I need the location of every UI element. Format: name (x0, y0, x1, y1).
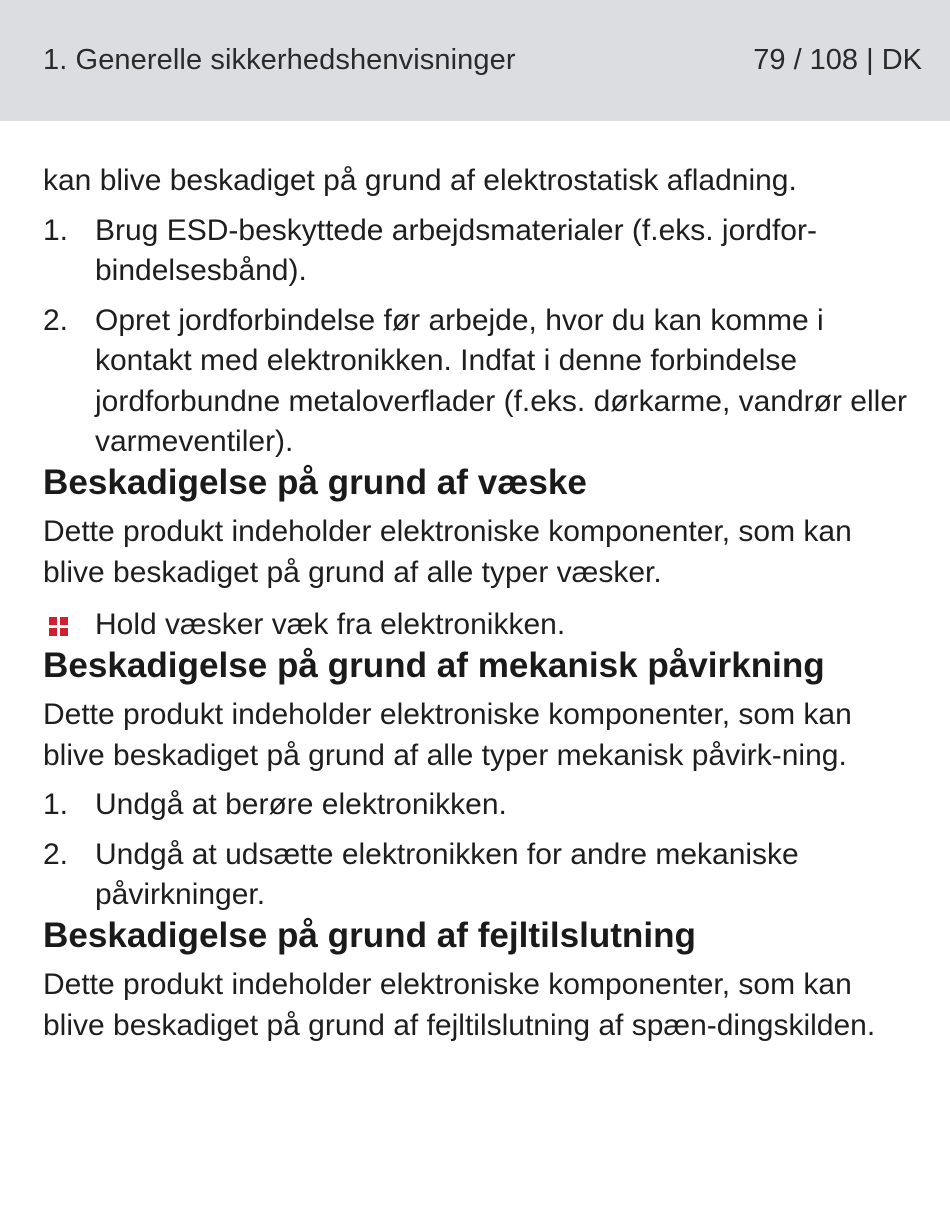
list-item (43, 301, 920, 463)
list-text: Undgå at berøre elektronikken. (95, 788, 507, 821)
section-heading-mechanical: Beskadigelse på grund af mekanisk påvirkning (43, 645, 825, 685)
bullet-text: Hold væsker væk fra elektronikken. (95, 608, 566, 641)
bullet-item (43, 605, 920, 646)
list-number: 2. (43, 837, 69, 871)
list-item (43, 211, 920, 292)
page-number: 79 / 108 | DK (753, 44, 922, 76)
chapter-title: 1. Generelle sikkerhedshenvisninger (43, 44, 516, 76)
list-number: 1. (43, 213, 69, 247)
list-item (43, 785, 920, 826)
red-four-squares-icon (49, 617, 69, 637)
section-heading-liquid: Beskadigelse på grund af væske (43, 462, 587, 502)
document-body (0, 121, 950, 1046)
list-text: Brug ESD-beskyttede arbejdsmaterialer (f.eks. jordfor-bindelsesbånd). (95, 213, 817, 287)
page-header (0, 0, 950, 121)
section-body-liquid: Dette produkt indeholder elektroniske komponenter, som kan blive beskadiget på grund af alle typer væsker. (43, 515, 852, 589)
section-body-wiring: Dette produkt indeholder elektroniske komponenter, som kan blive beskadiget på grund af fejltilslutning af spæn-dingskilden. (43, 968, 876, 1042)
list-number: 2. (43, 303, 69, 337)
list-number: 1. (43, 788, 69, 821)
section-body-mechanical: Dette produkt indeholder elektroniske komponenter, som kan blive beskadiget på grund af alle typer mekanisk påvirk-ning. (43, 698, 852, 772)
list-text: Undgå at udsætte elektronikken for andre mekaniske påvirkninger. (95, 837, 799, 911)
list-text: Opret jordforbindelse før arbejde, hvor du kan komme i kontakt med elektronikken. Indfat i denne forbindelse jordforbundne metaloverflader (f.eks. dørkarme, vandrør eller varmeventiler). (95, 303, 907, 458)
section-heading-wiring: Beskadigelse på grund af fejltilslutning (43, 915, 696, 955)
intro-text: kan blive beskadiget på grund af elektrostatisk afladning. (43, 164, 797, 197)
list-item (43, 835, 920, 916)
